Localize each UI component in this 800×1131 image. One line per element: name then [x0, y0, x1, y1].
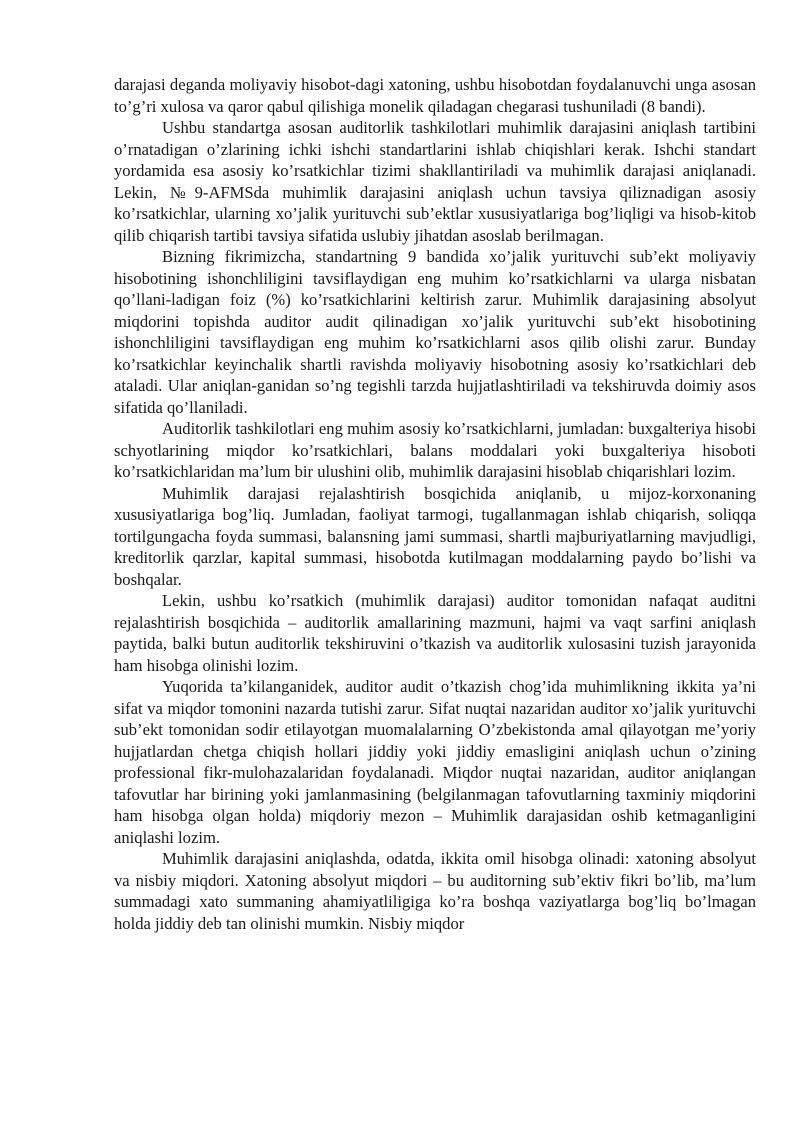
paragraph-8: Muhimlik darajasini aniqlashda, odatda, ikkita omil hisobga olinadi: xatoning absolyut va nisbiy miqdori. Xatoning absolyut miqdori – bu auditorning sub’ektiv fikri bo’lib, ma’lum summadagi xato summaning ahamiyatliligiga ko’ra boshqa vaziyatlarga bog’liq bo’lmagan holda jiddiy deb tan olinishi mumkin. Nisbiy miqdor: [114, 849, 756, 933]
document-page: [114, 74, 756, 934]
paragraph-1: darajasi deganda moliyaviy hisobot-dagi xatoning, ushbu hisobotdan foydalanuvchi unga asosan to’g’ri xulosa va qaror qabul qilishiga monelik qiladagan chegarasi tushuniladi (8 bandi).: [114, 75, 756, 116]
paragraph-5: Muhimlik darajasi rejalashtirish bosqichida aniqlanib, u mijoz-korxonaning xususiyatlariga bog’liq. Jumladan, faoliyat tarmogi, tugallanmagan ishlab chiqarish, soliqqa tortilgungacha foyda summasi, balansning jami summasi, shartli majburiyatlarning mavjudligi, kreditorlik qarzlar, kapital summasi, hisobotda kutilmagan moddalarning paydo bo’lishi va boshqalar.: [114, 483, 756, 589]
paragraph-7: Yuqorida ta’kilanganidek, auditor audit o’tkazish chog’ida muhimlikning ikkita ya’ni sifat va miqdor tomonini nazarda tutishi zarur. Sifat nuqtai nazaridan auditor xo’jalik yurituvchi sub’ekt tomonidan sodir etilayotgan muomalalarning O’zbekistonda amal qilayotgan me’yoriy hujjatlardan chetga chiqish hollari jiddiy yoki jiddiy emasligini aniqlash uchun o’zining professional fikr-mulohazalaridan foydalanadi. Miqdor nuqtai nazaridan, auditor aniqlangan tafovutlar har birining yoki jamlanmasining (belgilanmagan tafovutlarning taxminiy miqdorini ham hisobga olgan holda) miqdoriy mezon – Muhimlik darajasidan oshib ketmaganligini aniqlashi lozim.: [114, 677, 756, 847]
paragraph-2: Ushbu standartga asosan auditorlik tashkilotlari muhimlik darajasini aniqlash tartibini o’rnatadigan o’zlarining ichki ishchi standartlarini ishlab chiqishlari kerak. Ishchi standart yordamida esa asosiy ko’rsatkichlar tizimi shakllantiriladi va muhimlik darajasi aniqlanadi. Lekin, №9-AFMSda muhimlik darajasini aniqlash uchun tavsiya qiliznadigan asosiy ko’rsatkichlar, ularning xo’jalik yurituvchi sub’ektlar xususiyatlariga bog’liqligi va hisob-kitob qilib chiqarish tartibi tavsiya sifatida uslubiy jihatdan asoslab berilmagan.: [114, 118, 756, 245]
paragraph-4: Auditorlik tashkilotlari eng muhim asosiy ko’rsatkichlarni, jumladan: buxgalteriya hisobi schyotlarining miqdor ko’rsatkichlari, balans moddalari yoki buxgalteriya hisoboti ko’rsatkichlaridan ma’lum bir ulushini olib, muhimlik darajasini hisoblab chiqarishlari lozim.: [114, 419, 756, 481]
paragraph-6: Lekin, ushbu ko’rsatkich (muhimlik darajasi) auditor tomonidan nafaqat auditni rejalashtirish bosqichida – auditorlik amallarining mazmuni, hajmi va vaqt sarfini aniqlash paytida, balki butun auditorlik tekshiruvini o’tkazish va auditorlik xulosasini tuzish jarayonida ham hisobga olinishi lozim.: [114, 591, 756, 675]
paragraph-3: Bizning fikrimizcha, standartning 9 bandida xo’jalik yurituvchi sub’ekt moliyaviy hisobotining ishonchliligini tavsiflaydigan eng muhim ko’rsatkichlarni va ularga nisbatan qo’llani-ladigan foiz (%) ko’rsatkichlarini keltirish zarur. Muhimlik darajasining absolyut miqdorini topishda auditor audit qilinadigan xo’jalik yurituvchi sub’ekt hisobotining ishonchliligini tavsiflaydigan eng muhim ko’rsatkichlarni asos qilib olishi zarur. Bunday ko’rsatkichlar keyinchalik shartli ravishda moliyaviy hisobotning asosiy ko’rsatkichlari deb ataladi. Ular aniqlan-ganidan so’ng tegishli tarzda hujjatlashtiriladi va tekshiruvda doimiy asos sifatida qo’llaniladi.: [114, 247, 756, 417]
